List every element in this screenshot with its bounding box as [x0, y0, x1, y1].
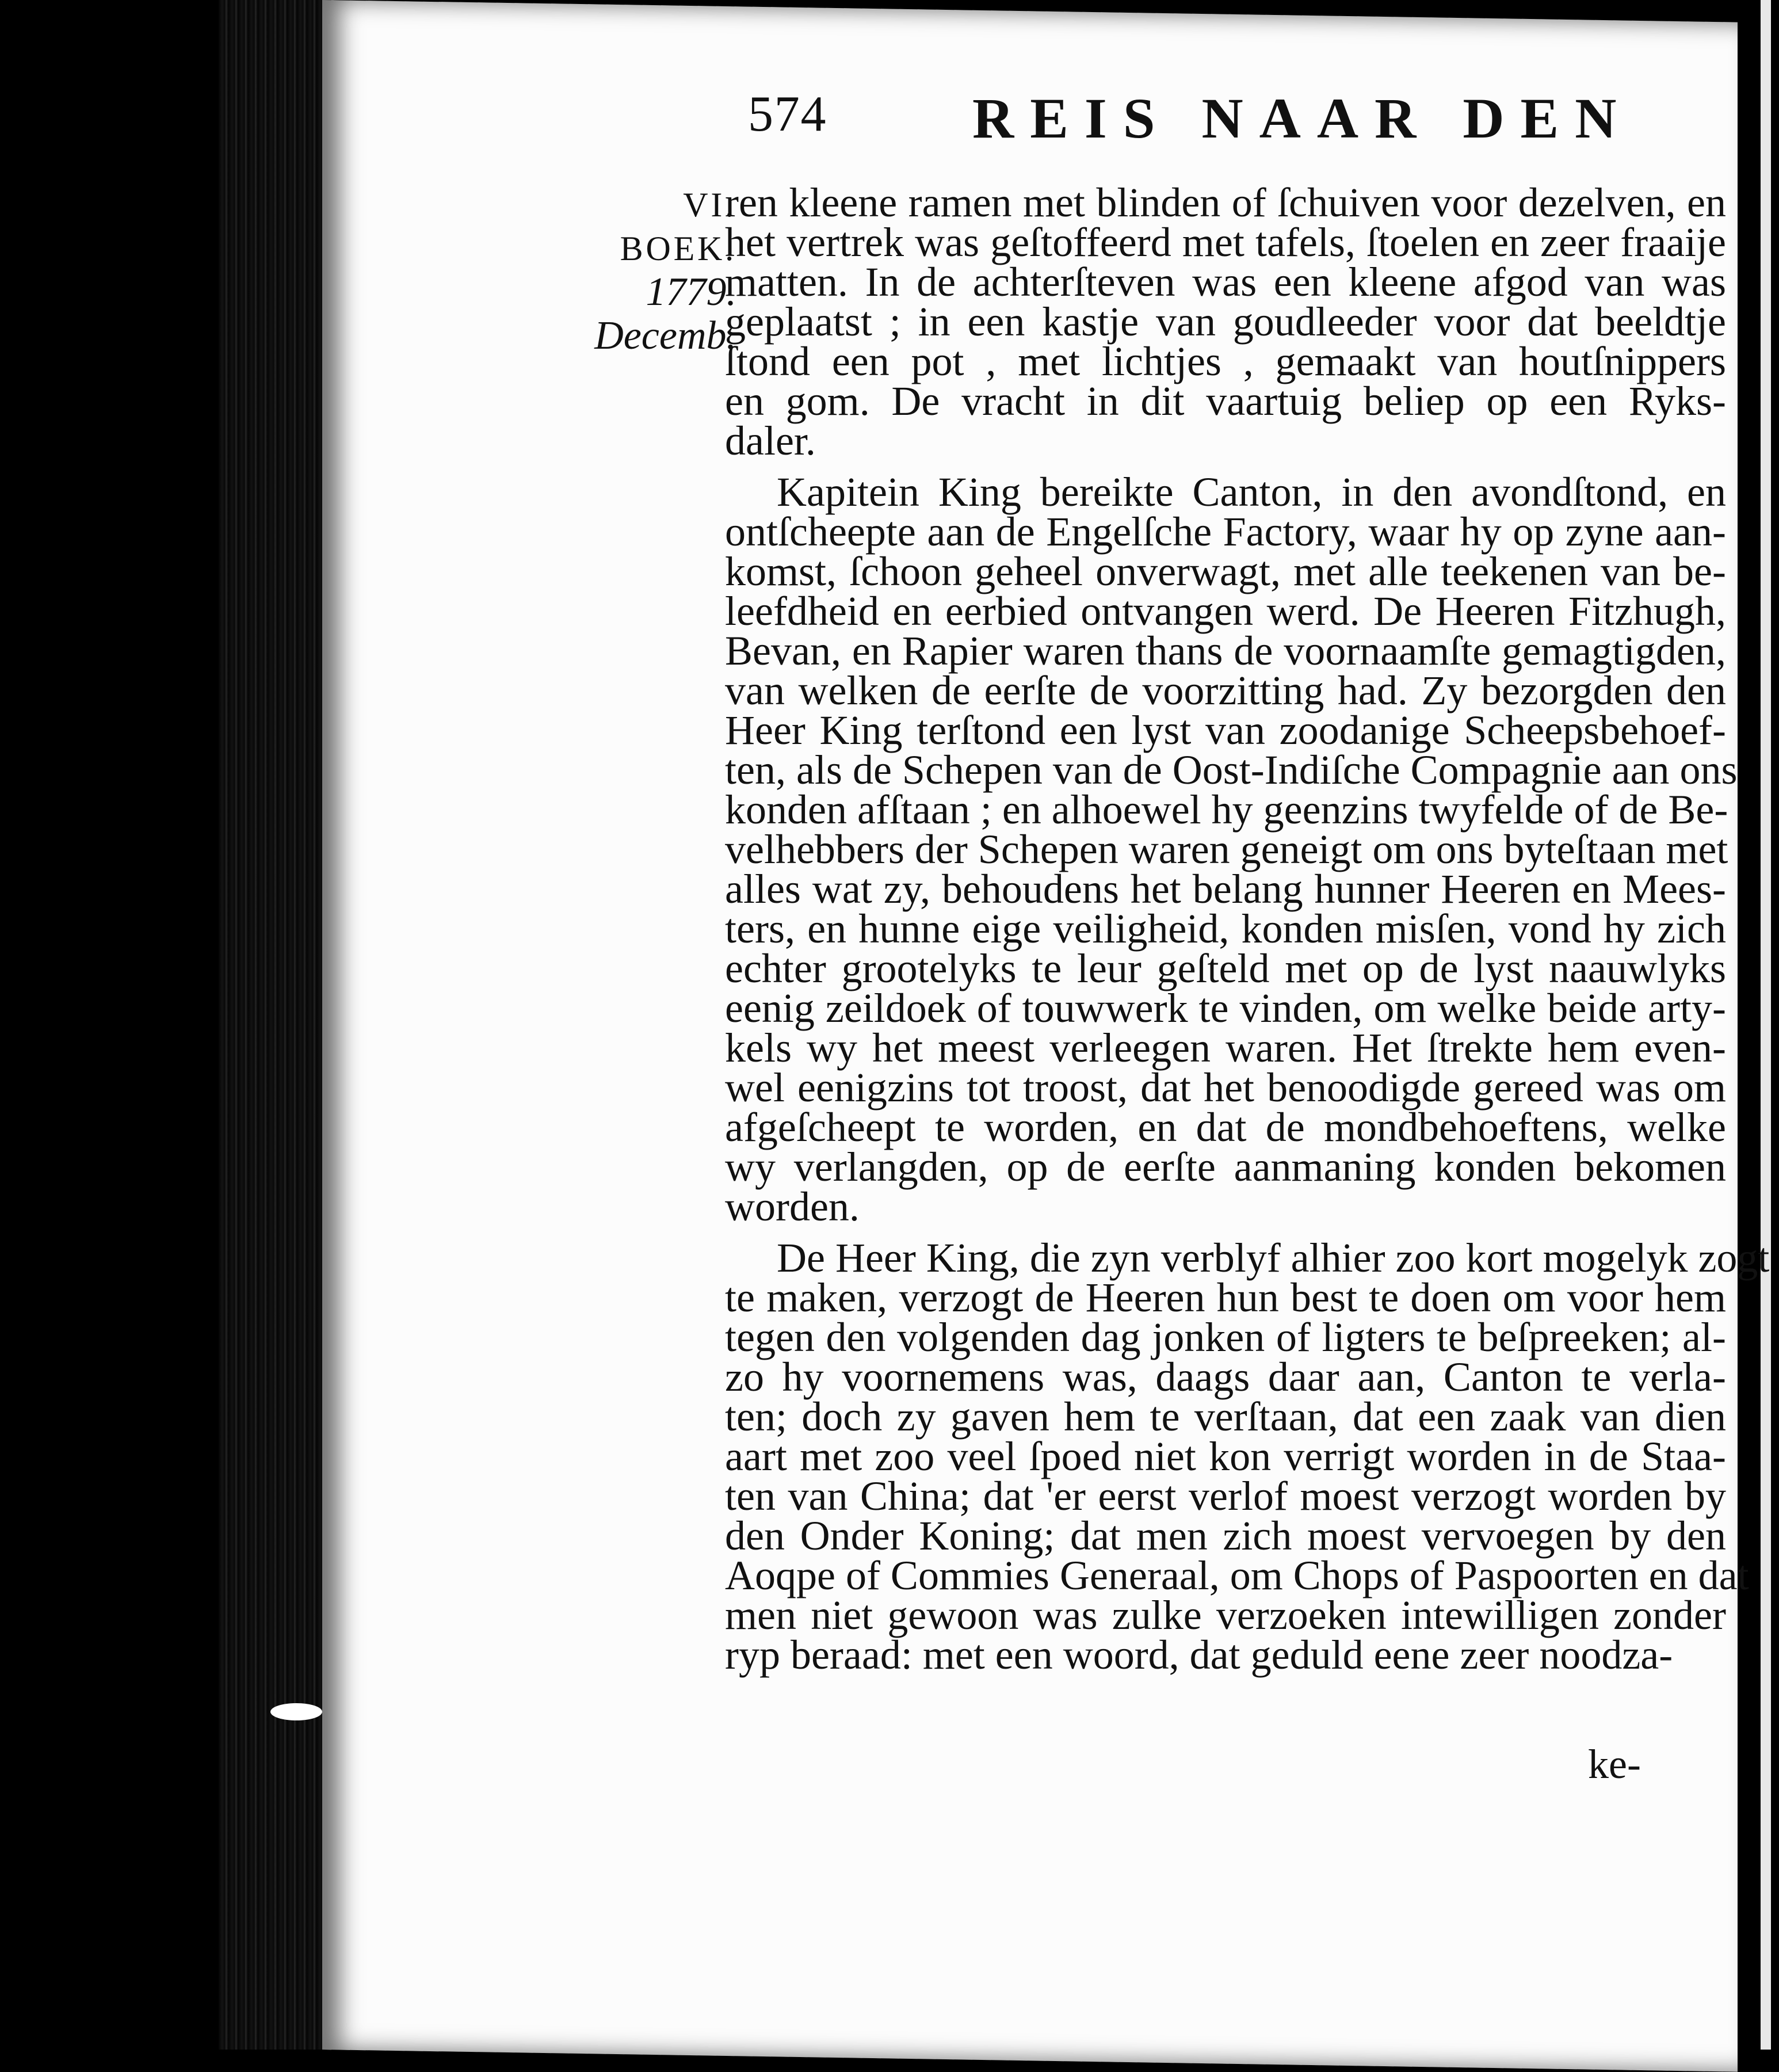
text-line: en gom. De vracht in dit vaartuig beliep op een Ryks-: [725, 378, 1726, 424]
text-line: wy verlangden, op de eerſte aanmaning konden bekomen: [725, 1144, 1726, 1190]
text-line: De Heer King, die zyn verblyf alhier zoo kort mogelyk zogt: [777, 1235, 1770, 1281]
text-line: wel eenigzins tot troost, dat het benoodigde gereed was om: [725, 1064, 1726, 1111]
text-line: van welken de eerſte de voorzitting had. Zy bezorgden den: [725, 667, 1726, 713]
page-number: 574: [748, 86, 827, 142]
text-line: het vertrek was geſtoffeerd met tafels, ſtoelen en zeer fraaije: [725, 219, 1726, 265]
text-line: daler.: [725, 418, 816, 464]
margin-month: Decemb.: [594, 314, 736, 358]
paper-speck: [270, 1703, 322, 1720]
text-line: ren kleene ramen met blinden of ſchuiven voor dezelven, en: [725, 180, 1726, 226]
text-line: ters, en hunne eige veiligheid, konden misſen, vond hy zich: [725, 906, 1726, 952]
text-line: Aoqpe of Commies Generaal, om Chops of Paspoorten en dat: [725, 1552, 1749, 1598]
text-line: echter grootelyks te leur geſteld met op de lyst naauwlyks: [725, 945, 1726, 991]
text-line: Bevan, en Rapier waren thans de voornaamſte gemagtigden,: [725, 628, 1726, 674]
text-line: men niet gewoon was zulke verzoeken intewilligen zonder: [725, 1592, 1726, 1638]
paragraph: [725, 180, 1726, 464]
text-line: tegen den volgenden dag jonken of ligters te beſpreeken; al-: [725, 1314, 1726, 1360]
text-line: velhebbers der Schepen waren geneigt om ons byteſtaan met: [725, 826, 1728, 872]
text-line: leefdheid en eerbied ontvangen werd. De Heeren Fitzhugh,: [725, 588, 1726, 634]
text-line: komst, ſchoon geheel onverwagt, met alle teekenen van be-: [725, 548, 1726, 594]
text-line: Kapitein King bereikte Canton, in den avondſtond, en: [777, 469, 1726, 515]
margin-note: [587, 183, 736, 358]
body-text: [725, 180, 1770, 1678]
margin-book: BOEK.: [620, 230, 736, 268]
text-line: den Onder Koning; dat men zich moest vervoegen by den: [725, 1513, 1726, 1559]
text-line: alles wat zy, behoudens het belang hunner Heeren en Mees-: [725, 866, 1726, 912]
margin-year: 1779.: [646, 270, 736, 314]
text-line: zo hy voornemens was, daags daar aan, Canton te verla-: [725, 1354, 1726, 1400]
text-line: ſtond een pot , met lichtjes , gemaakt van houtſnippers: [725, 338, 1726, 384]
text-line: eenig zeildoek of touwwerk te vinden, om welke beide arty-: [725, 985, 1726, 1031]
text-line: kels wy het meest verleegen waren. Het ſtrekte hem even-: [725, 1025, 1726, 1071]
paragraph: [725, 469, 1738, 1230]
text-line: konden afſtaan ; en alhoewel hy geenzins twyfelde of de Be-: [725, 787, 1728, 833]
text-line: matten. In de achterſteven was een kleene afgod van was: [725, 259, 1726, 305]
page-header: [426, 85, 1633, 166]
text-line: ten van China; dat 'er eerst verlof moest verzogt worden by: [725, 1473, 1726, 1519]
text-line: aart met zoo veel ſpoed niet kon verrigt worden in de Staa-: [725, 1433, 1726, 1479]
next-page-edge: [1761, 0, 1771, 2050]
catchword: ke-: [1588, 1741, 1641, 1787]
text-line: te maken, verzogt de Heeren hun best te doen om voor hem: [725, 1275, 1726, 1321]
text-line: ontſcheepte aan de Engelſche Factory, waar hy op zyne aan-: [725, 509, 1726, 555]
text-line: ten; doch zy gaven hem te verſtaan, dat een zaak van dien: [725, 1394, 1726, 1440]
text-line: ryp beraad: met een woord, dat geduld eene zeer noodza-: [725, 1632, 1673, 1678]
text-line: geplaatst ; in een kastje van goudleeder voor dat beeldtje: [725, 299, 1726, 345]
text-line: afgeſcheept te worden, en dat de mondbehoeftens, welke: [725, 1104, 1726, 1150]
paragraph: [725, 1235, 1770, 1678]
margin-part: VI.: [683, 186, 736, 224]
book-gutter: [219, 0, 334, 2050]
text-line: worden.: [725, 1184, 860, 1230]
text-line: Heer King terſtond een lyst van zoodanige Scheepsbehoef-: [725, 707, 1726, 753]
running-head: REIS NAAR DEN: [972, 86, 1633, 150]
text-line: ten, als de Schepen van de Oost-Indiſche Compagnie aan ons: [725, 747, 1738, 793]
